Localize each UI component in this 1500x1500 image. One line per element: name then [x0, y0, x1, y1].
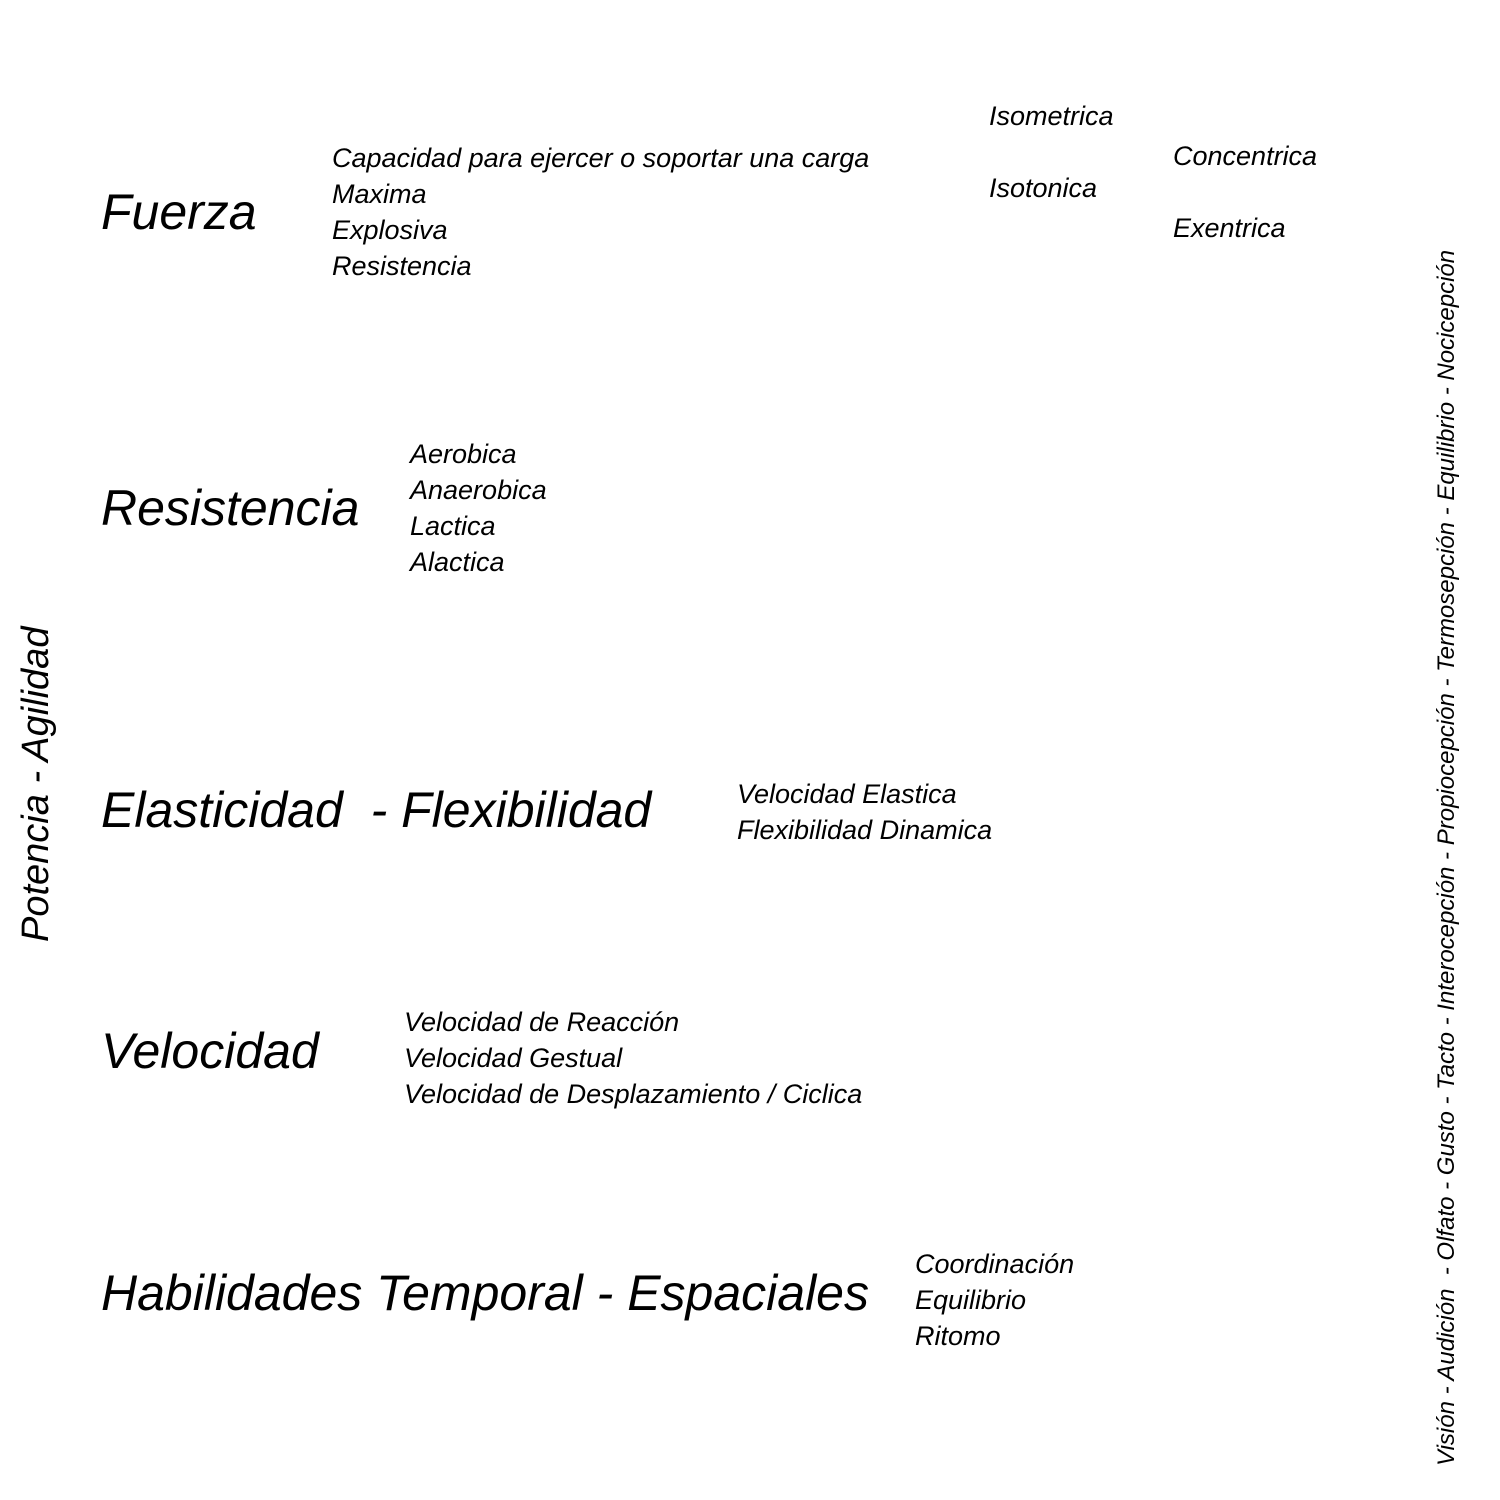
list-item: Maxima — [332, 179, 427, 209]
isotonica-label: Isotonica — [989, 173, 1098, 203]
isometrica-label: Isometrica — [989, 101, 1114, 131]
list-item: Alactica — [410, 547, 505, 577]
list-item: Velocidad de Desplazamiento / Ciclica — [404, 1079, 863, 1109]
list-item: Coordinación — [915, 1249, 1075, 1279]
list-item: Velocidad de Reacción — [404, 1007, 680, 1037]
list-item: Lactica — [410, 511, 496, 541]
fuerza-title: Fuerza — [101, 184, 257, 240]
list-item: Aerobica — [410, 439, 517, 469]
right-side-label: Visión - Audición - Olfato - Gusto - Tacto - Interocepción - Propiocepción - Termosepción - Equilibrio - Nocicepción — [1433, 249, 1460, 1466]
list-item: Velocidad Gestual — [404, 1043, 623, 1073]
elasticidad-title: Elasticidad - Flexibilidad — [101, 782, 652, 838]
list-item: Resistencia — [332, 251, 472, 281]
list-item: Ritomo — [915, 1321, 1001, 1351]
list-item: Equilibrio — [915, 1285, 1027, 1315]
list-item: Flexibilidad Dinamica — [737, 815, 993, 845]
habilidades-items — [915, 1246, 1074, 1354]
left-side-label: Potencia - Agilidad — [15, 626, 57, 942]
list-item: Anaerobica — [410, 475, 547, 505]
elasticidad-items — [737, 776, 992, 848]
list-item: Explosiva — [332, 215, 448, 245]
list-item: Velocidad Elastica — [737, 779, 957, 809]
concentrica-label: Concentrica — [1173, 141, 1318, 171]
resistencia-items — [410, 436, 547, 580]
resistencia-title: Resistencia — [101, 480, 360, 536]
velocidad-title: Velocidad — [101, 1023, 319, 1079]
fuerza-items — [332, 140, 869, 284]
velocidad-items — [404, 1004, 862, 1112]
list-item: Capacidad para ejercer o soportar una carga — [332, 143, 870, 173]
habilidades-title: Habilidades Temporal - Espaciales — [101, 1265, 869, 1321]
exentrica-label: Exentrica — [1173, 213, 1286, 243]
